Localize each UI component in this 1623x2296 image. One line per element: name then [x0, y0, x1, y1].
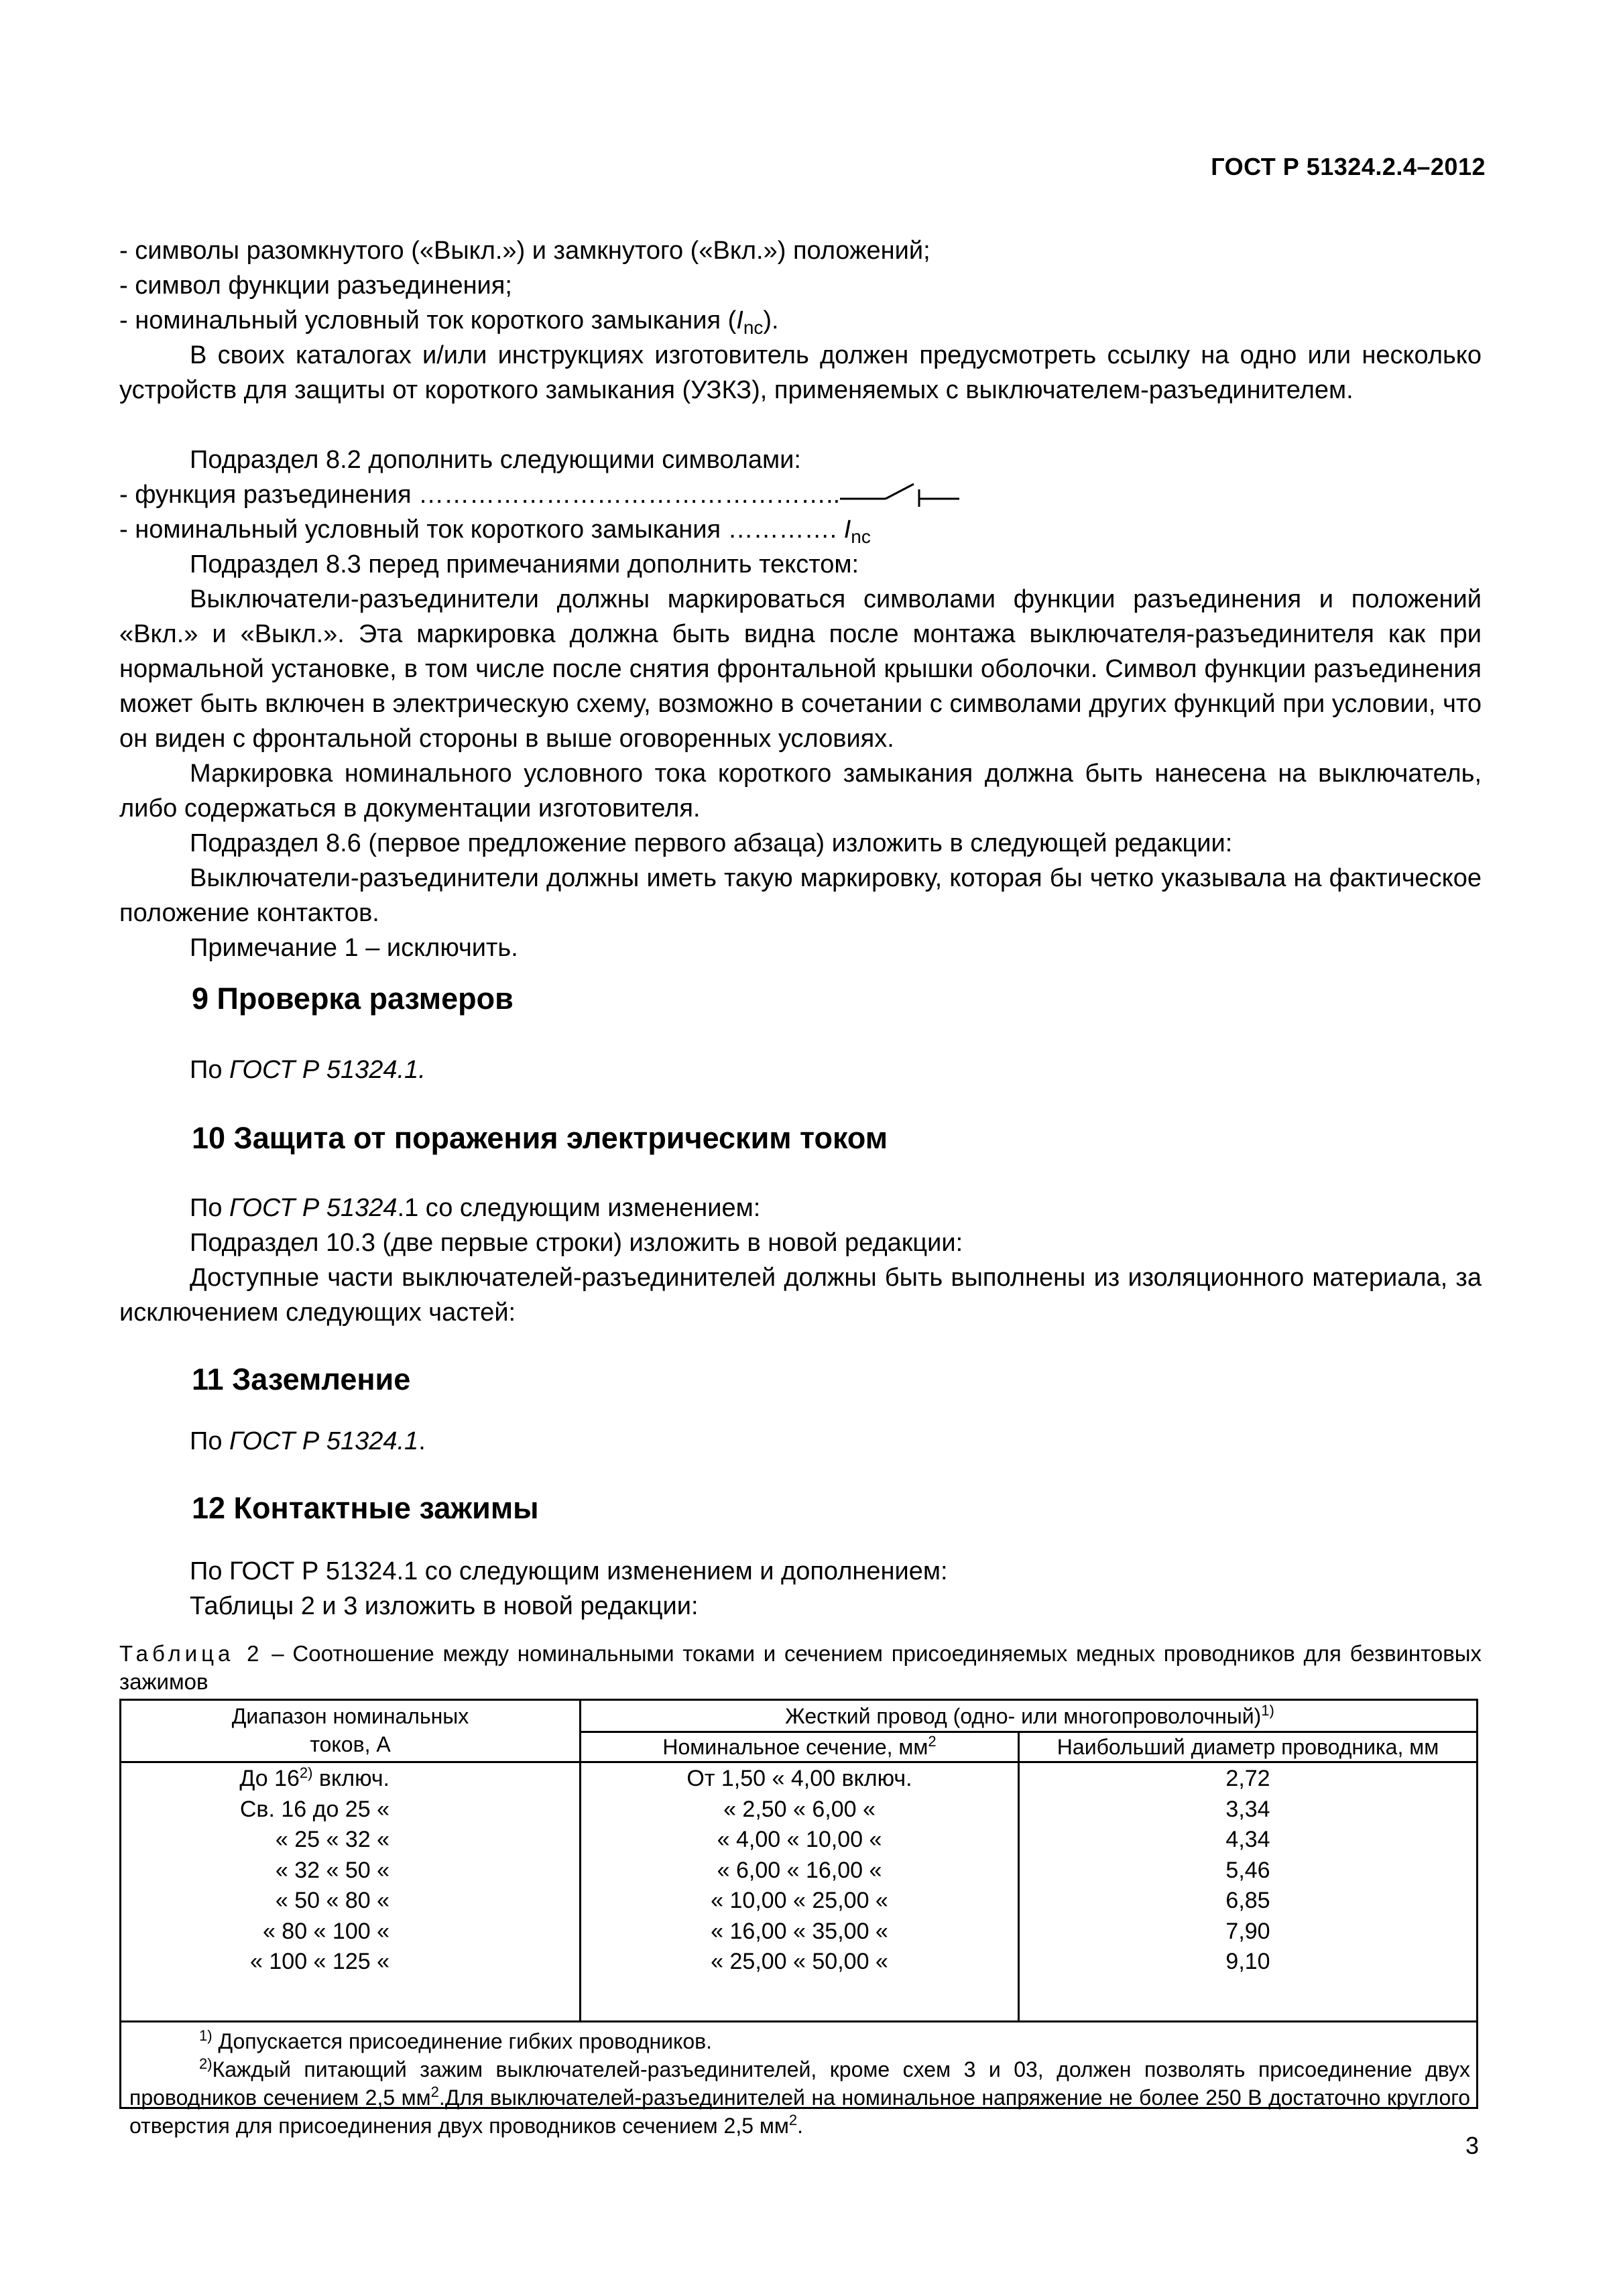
- paragraph-contacts-position: Выключатели-разъединители должны иметь такую маркировку, которая бы четко указывала на фактическое положение контактов.: [119, 864, 1482, 927]
- table-cell: 3,34: [1225, 1796, 1270, 1822]
- paragraph-subsection-8-3: Подраздел 8.3 перед примечаниями дополнить текстом:: [190, 550, 859, 579]
- list-item-isolation-symbol: - символ функции разъединения;: [119, 271, 512, 300]
- table-cell: « 2,50 « 6,00 «: [723, 1796, 876, 1822]
- table-cell: « 80 « 100 «: [262, 1918, 389, 1944]
- column-max-diameter: [1020, 1764, 1476, 1978]
- heading-section-11: 11 Заземление: [192, 1362, 411, 1396]
- table-cell: « 32 « 50 «: [275, 1857, 389, 1883]
- table-hline-foot: [121, 2020, 1476, 2022]
- table-cell: « 100 « 125 «: [250, 1949, 389, 1974]
- heading-section-9: 9 Проверка размеров: [192, 981, 514, 1016]
- paragraph-catalogs: В своих каталогах и/или инструкциях изготовитель должен предусмотреть ссылку на одно или несколько устройств для защиты от короткого замыкания (УЗКЗ), применяемых с выключателем-разъединителем.: [119, 341, 1482, 404]
- list-item-current: - номинальный условный ток короткого замыкания $(I_{nc})$.: [119, 306, 779, 338]
- list-item-rated-current: - номинальный условный ток короткого замыкания …………. $I_{nc}$: [119, 516, 871, 547]
- table-cell: 4,34: [1225, 1827, 1270, 1852]
- header-nominal-section: Номинальное сечение, $мм^2$: [662, 1733, 937, 1759]
- column-current-range: [121, 1764, 389, 1978]
- table-footnote-1: $^{1)}$ Допускается присоединение гибких проводников.: [199, 2027, 713, 2053]
- standard-code: ГОСТ Р 51324.2.4–2012: [1211, 153, 1486, 180]
- table-cell: « 25 « 32 «: [275, 1827, 389, 1852]
- heading-section-10: 10 Защита от поражения электрическим током: [192, 1121, 888, 1155]
- paragraph-marking: Выключатели-разъединители должны маркироваться символами функции разъединения и положений «Вкл.» и «Выкл.». Эта маркировка должна быть видна после монтажа выключателя-разъединителя как при нормальной установке, в том числе после снятия фронтальной крышки оболочки. Символ функции разъединения может быть включен в электрическую схему, возможно в сочетании с символами других функций при условии, что он виден с фронтальной стороны в выше оговоренных условиях.: [119, 585, 1482, 753]
- table-cell: « 6,00 « 16,00 «: [717, 1857, 882, 1883]
- table-cell: « 25,00 « 50,00 «: [711, 1949, 888, 1974]
- table-cell: « 4,00 « 10,00 «: [717, 1827, 882, 1852]
- column-nominal-section: [581, 1764, 1018, 1978]
- paragraph-accessible-parts: Доступные части выключателей-разъединителей должны быть выполнены из изоляционного материала, за исключением следующих частей:: [119, 1264, 1482, 1327]
- table-hline-head: [121, 1761, 1476, 1763]
- paragraph-current-marking: Маркировка номинального условного тока короткого замыкания должна быть нанесена на выключатель, либо содержаться в документации изготовителя.: [119, 760, 1482, 823]
- table-cell: 6,85: [1225, 1888, 1270, 1913]
- disconnector-symbol-icon: [840, 480, 974, 507]
- paragraph-tables-edition: Таблицы 2 и 3 изложить в новой редакции:: [190, 1592, 699, 1620]
- heading-section-12: 12 Контактные зажимы: [192, 1491, 539, 1525]
- list-item-symbols: - символы разомкнутого («Выкл.») и замкнутого («Вкл.») положений;: [119, 237, 930, 265]
- page-number: 3: [1465, 2132, 1479, 2159]
- table-cell: « 50 « 80 «: [275, 1888, 389, 1913]
- paragraph-subsection-8-2: Подраздел 8.2 дополнить следующими символами:: [190, 446, 801, 474]
- paragraph-note-exclude: Примечание 1 – исключить.: [190, 934, 518, 962]
- table-cell: 2,72: [1225, 1766, 1270, 1791]
- list-item-isolation-function: - функция разъединения …………………………………………..: [119, 477, 1482, 512]
- table-cell: 5,46: [1225, 1857, 1270, 1883]
- header-max-diameter: Наибольший диаметр проводника, мм: [1057, 1735, 1439, 1759]
- table-2-caption: Таблица 2 – Соотношение между номинальными токами и сечением присоединяемых медных проводников для безвинтовых зажимов: [119, 1641, 1482, 1694]
- table-cell: До 16$^{2)}$ включ.: [239, 1764, 389, 1791]
- table-cell: Св. 16 до 25 «: [239, 1796, 389, 1822]
- paragraph-subsection-8-6: Подраздел 8.6 (первое предложение первого абзаца) изложить в следующей редакции:: [190, 829, 1233, 857]
- paragraph-section-11: По ГОСТ Р 51324.1.: [190, 1427, 426, 1455]
- header-current-range: Диапазон номинальных токов, А: [231, 1704, 469, 1756]
- document-page: [119, 0, 1486, 2296]
- paragraph-section-9: По ГОСТ Р 51324.1.: [190, 1056, 426, 1084]
- paragraph-section-10-ref: По ГОСТ Р 51324.1 со следующим изменением:: [190, 1194, 761, 1222]
- header-rigid-wire: Жесткий провод (одно- или многопроволочный)$^{1)}$: [785, 1702, 1274, 1728]
- table-cell: « 16,00 « 35,00 «: [711, 1918, 888, 1944]
- table-cell: От 1,50 « 4,00 включ.: [686, 1766, 912, 1791]
- table-footnote-2: $^{2)}$Каждый питающий зажим выключателей-разъединителей, кроме схем 3 и 03, должен позволять присоединение двух проводников сечением 2,5 $мм^2.Для$ выключателей-разъединителей на номинальное напряжение не более 250 В достаточно круглого отверстия для присоединения двух проводников сечением 2,5 $мм^2$.: [129, 2055, 1471, 2138]
- paragraph-subsection-10-3: Подраздел 10.3 (две первые строки) изложить в новой редакции:: [190, 1229, 963, 1257]
- table-2: [119, 1699, 1478, 2138]
- paragraph-section-12-ref: По ГОСТ Р 51324.1 со следующим изменением и дополнением:: [190, 1557, 948, 1585]
- table-cell: « 10,00 « 25,00 «: [711, 1888, 888, 1913]
- table-cell: 9,10: [1225, 1949, 1270, 1974]
- table-cell: 7,90: [1225, 1918, 1270, 1944]
